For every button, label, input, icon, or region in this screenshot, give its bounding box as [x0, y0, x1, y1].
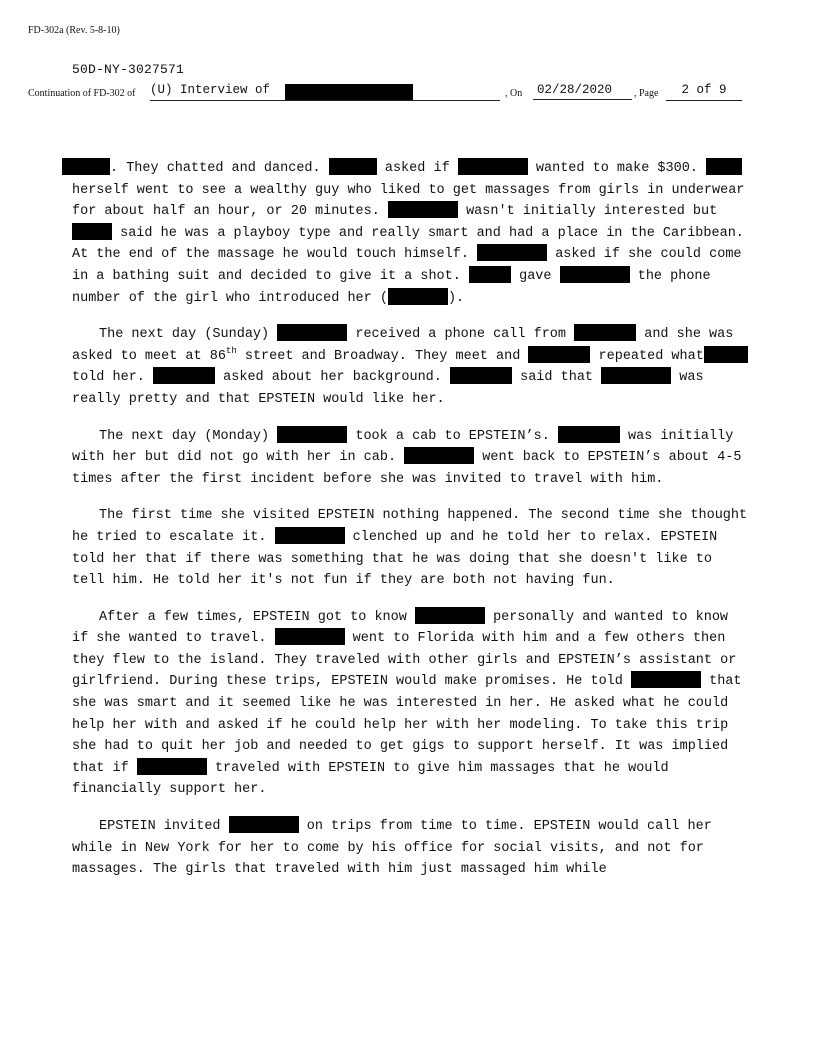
redaction-block — [277, 426, 347, 443]
redaction-block — [388, 201, 458, 218]
redaction-block — [415, 607, 485, 624]
redaction-block — [450, 367, 512, 384]
redaction-block — [477, 244, 547, 261]
redaction-block — [277, 324, 347, 341]
interview-date: 02/28/2020 — [533, 83, 632, 100]
paragraph: . They chatted and danced. asked if wanted to make $300. herself went to see a wealthy guy who liked to get massages from girls in underwear for about half an hour, or 20 minutes. wasn't initially interested but said he was a playboy type and really smart and had a place in the Caribbean. At the end of the massage he would touch himself. asked if she could come in a bathing suit and decided to give it a shot. gave the phone number of the girl who introduced her ( ). — [72, 158, 752, 309]
redaction-block — [704, 346, 748, 363]
paragraph: After a few times, EPSTEIN got to know personally and wanted to know if she wanted to travel. went to Florida with him and a few others then they flew to the island. They traveled with other girls and EPSTEIN’s assistant or girlfriend. During these trips, EPSTEIN would make promises. He told that she was smart and it seemed like he was interested in her. He asked what he could help her with and asked if he could help her with her modeling. To take this trip she had to quit her job and needed to get gigs to support herself. It was implied that if traveled with EPSTEIN to give him massages that he would financially support her. — [72, 607, 752, 801]
page-label: , Page — [634, 88, 659, 99]
redaction-block — [229, 816, 299, 833]
redaction-block — [458, 158, 528, 175]
redaction-block — [153, 367, 215, 384]
redaction-block — [706, 158, 742, 175]
redaction-block — [329, 158, 377, 175]
redaction-block — [574, 324, 636, 341]
redaction-block — [469, 266, 511, 283]
redaction-block — [528, 346, 590, 363]
redaction-block — [275, 628, 345, 645]
file-number: 50D-NY-3027571 — [72, 62, 185, 77]
page-number: 2 of 9 — [666, 83, 742, 101]
redaction-block — [72, 223, 112, 240]
document-body — [72, 158, 756, 896]
redaction-block — [285, 84, 413, 100]
redaction-block — [631, 671, 701, 688]
form-identifier: FD-302a (Rev. 5-8-10) — [28, 25, 120, 36]
on-label: , On — [505, 88, 523, 99]
redaction-block — [275, 527, 345, 544]
paragraph: The next day (Sunday) received a phone call from and she was asked to meet at 86th street and Broadway. They meet and repeated what told her. asked about her background. said that was really pretty and that EPSTEIN would like her. — [72, 324, 752, 410]
redaction-block — [137, 758, 207, 775]
paragraph: The next day (Monday) took a cab to EPSTEIN’s. was initially with her but did not go with her in cab. went back to EPSTEIN’s about 4-5 times after the first incident before she was invited to travel with him. — [72, 426, 752, 491]
redaction-block — [388, 288, 448, 305]
redaction-block — [404, 447, 474, 464]
interview-subject-field — [150, 83, 500, 101]
paragraph: EPSTEIN invited on trips from time to time. EPSTEIN would call her while in New York for her to come by his office for social visits, and not for massages. The girls that traveled with him just massaged him while — [72, 816, 752, 881]
continuation-label: Continuation of FD-302 of — [28, 88, 136, 99]
redaction-block — [62, 158, 110, 175]
redaction-block — [601, 367, 671, 384]
redaction-block — [560, 266, 630, 283]
redaction-block — [558, 426, 620, 443]
subject-prefix: (U) Interview of — [150, 83, 271, 97]
paragraph: The first time she visited EPSTEIN nothing happened. The second time she thought he tried to escalate it. clenched up and he told her to relax. EPSTEIN told her that if there was something that he was doing that she doesn't like to tell him. He told her it's not fun if they are both not having fun. — [72, 508, 756, 589]
